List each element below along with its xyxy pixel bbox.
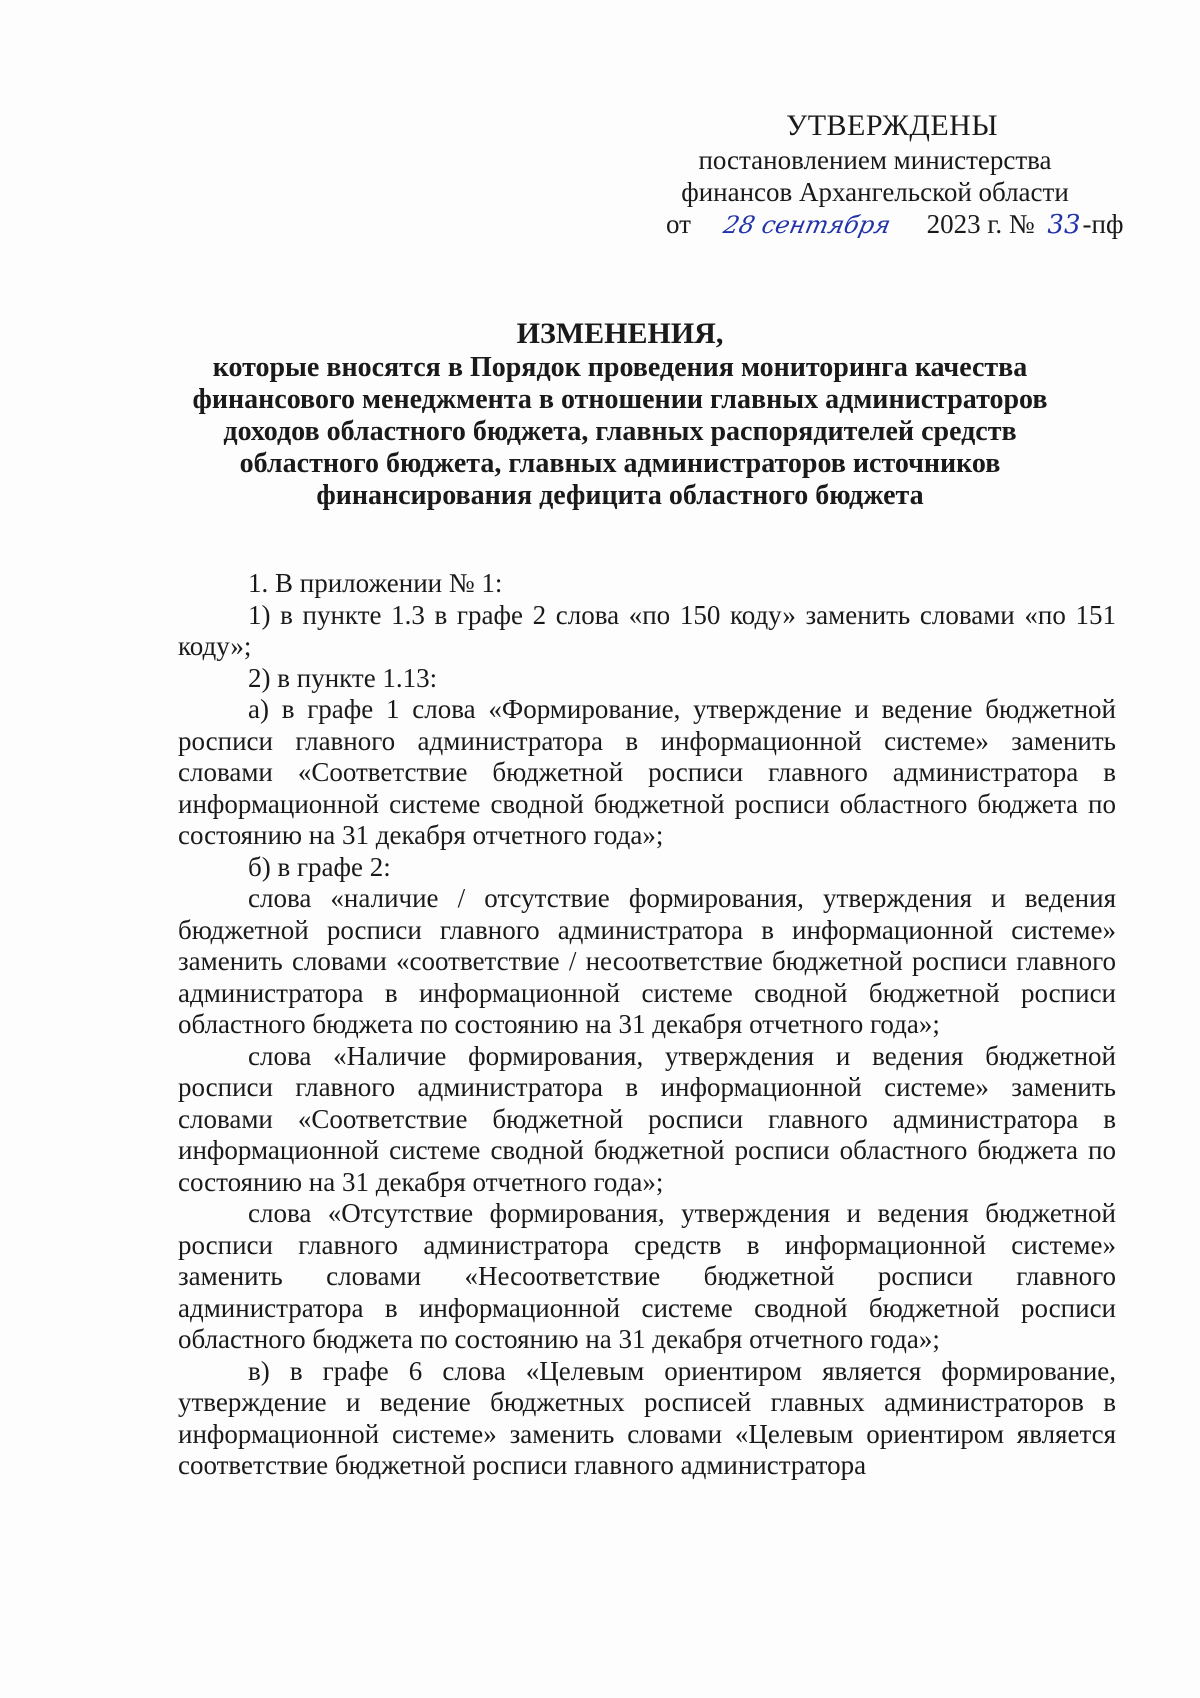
paragraph: а) в графе 1 слова «Формирование, утверждение и ведение бюджетной росписи главного администратора в информационной системе» заменить словами «Соответствие бюджетной росписи главного администратора в информационной системе сводной бюджетной росписи областного бюджета по состоянию на 31 декабря отчетного года»; <box>178 694 1116 850</box>
approval-date-line <box>640 208 1124 241</box>
paragraph: 1. В приложении № 1: <box>248 568 503 598</box>
paragraph: слова «наличие / отсутствие формирования, утверждения и ведения бюджетной росписи главного администратора в информационной системе» заменить словами «соответствие / несоответствие бюджетной росписи главного администратора в информационной системе сводной бюджетной росписи областного бюджета по состоянию на 31 декабря отчетного года»; <box>178 883 1116 1039</box>
paragraph: слова «Наличие формирования, утверждения и ведения бюджетной росписи главного администратора в информационной системе» заменить словами «Соответствие бюджетной росписи главного администратора в информационной системе сводной бюджетной росписи областного бюджета по состоянию на 31 декабря отчетного года»; <box>178 1040 1116 1197</box>
paragraph: слова «Отсутствие формирования, утверждения и ведения бюджетной росписи главного администратора средств в информационной системе» заменить словами «Несоответствие бюджетной росписи главного администратора в информационной системе сводной бюджетной росписи областного бюджета по состоянию на 31 декабря отчетного года»; <box>178 1198 1116 1354</box>
approval-year-text: 2023 г. № <box>926 209 1035 239</box>
approval-number-suffix: -пф <box>1082 209 1124 239</box>
handwritten-date: 28 сентября <box>720 211 893 239</box>
approval-line-1: постановлением министерства <box>698 145 1052 175</box>
document-body <box>178 568 1116 1482</box>
approval-heading: УТВЕРЖДЕНЫ <box>785 109 999 142</box>
paragraph: 1) в пункте 1.3 в графе 2 слова «по 150 коду» заменить словами «по 151 коду»; <box>178 599 1116 661</box>
title-line: финансирования дефицита областного бюджета <box>316 480 924 511</box>
title-line: областного бюджета, главных администраторов источников <box>239 448 1001 479</box>
handwritten-number: 33 <box>1047 210 1081 240</box>
approval-block <box>640 109 1124 241</box>
document-title <box>140 318 1100 512</box>
title-heading: ИЗМЕНЕНИЯ, <box>516 317 724 350</box>
paragraph: б) в графе 2: <box>248 851 391 882</box>
title-line: доходов областного бюджета, главных распорядителей средств <box>223 416 1017 447</box>
approval-line-2: финансов Архангельской области <box>681 177 1069 207</box>
paragraph: 2) в пункте 1.13: <box>248 662 438 693</box>
approval-from-prefix: от <box>666 209 691 239</box>
title-line: которые вносятся в Порядок проведения мониторинга качества <box>212 352 1028 383</box>
paragraph: в) в графе 6 слова «Целевым ориентиром является формирование, утверждение и ведение бюджетных росписей главных администраторов в информационной системе» заменить словами «Целевым ориентиром является соответствие бюджетной росписи главного администратора <box>178 1355 1116 1480</box>
title-line: финансового менеджмента в отношении главных администраторов <box>192 384 1048 415</box>
